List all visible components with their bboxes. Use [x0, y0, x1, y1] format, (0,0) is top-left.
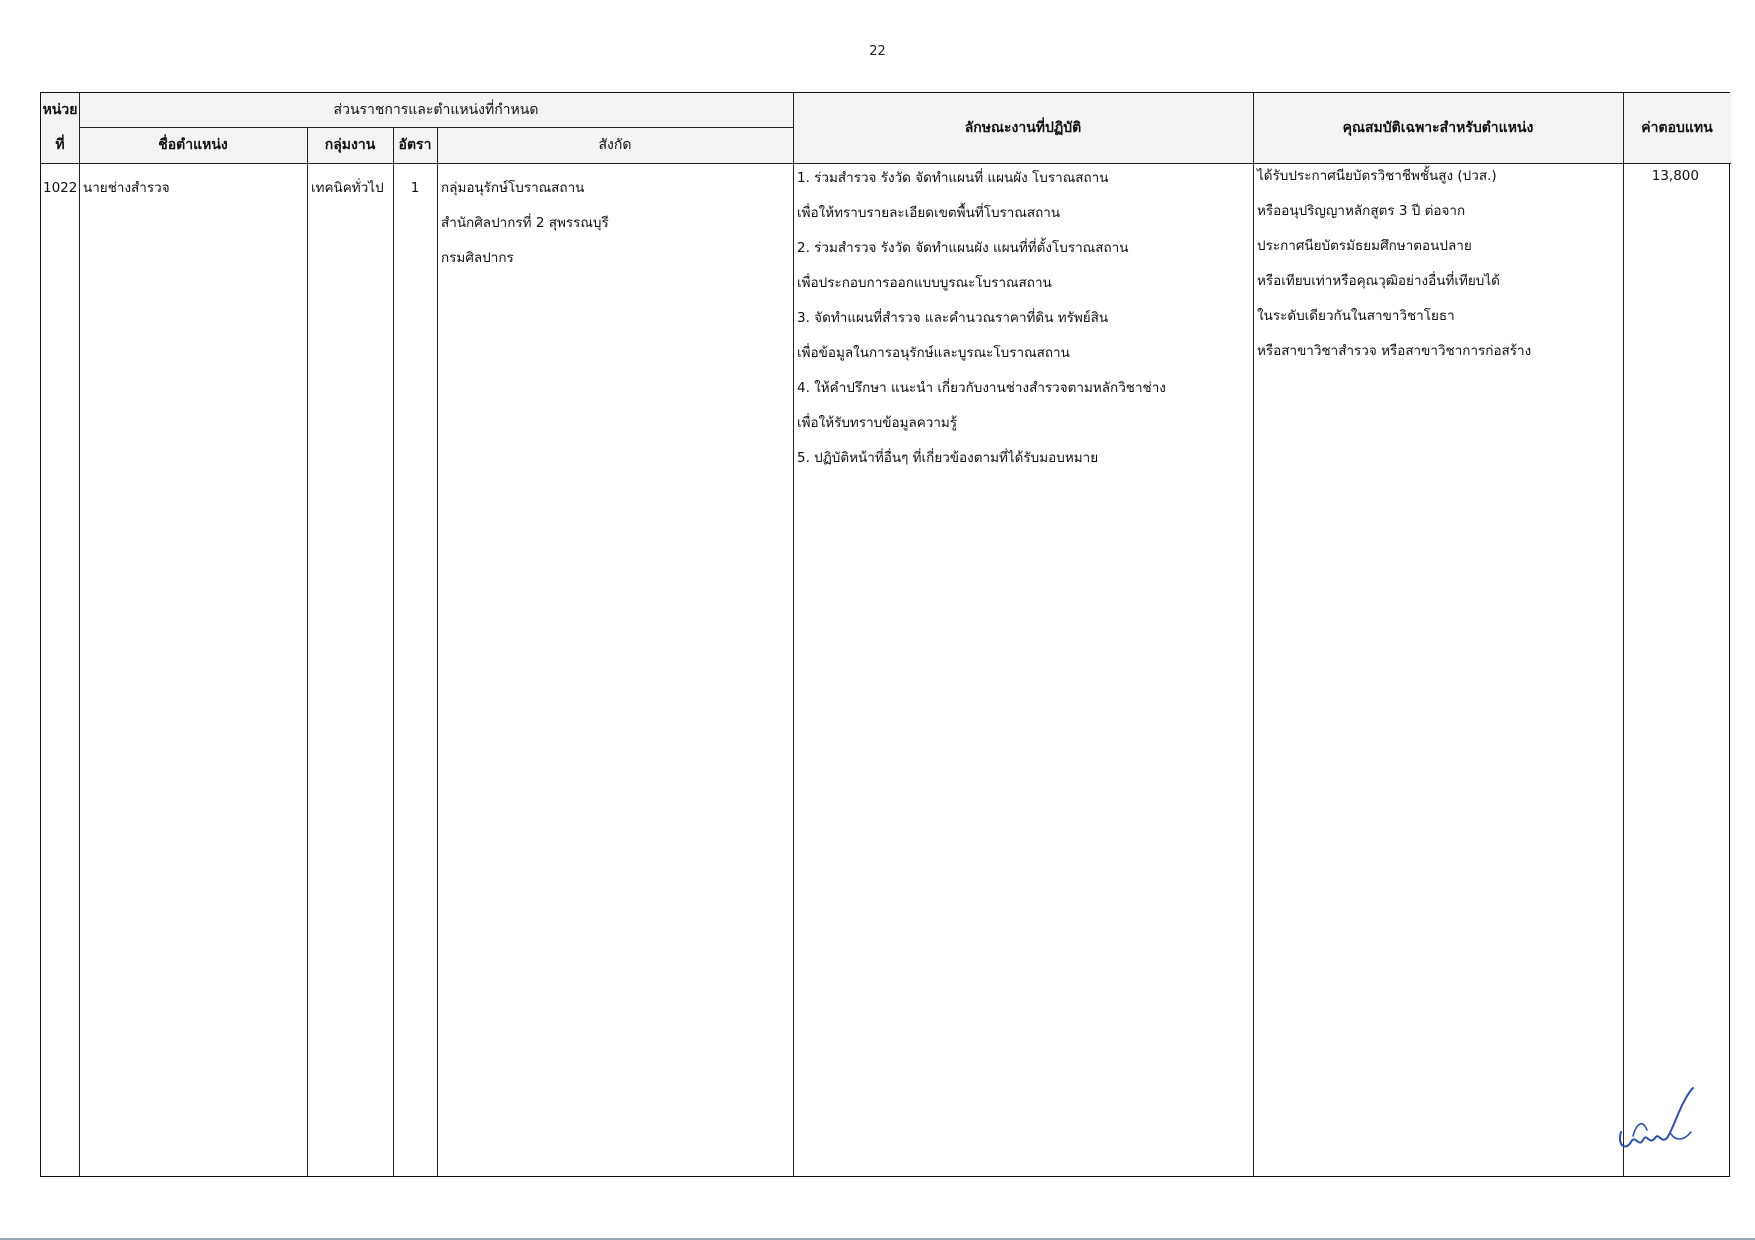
col-divider-7 — [1623, 93, 1624, 1176]
header-compensation: ค่าตอบแทน — [1641, 120, 1713, 136]
header-affiliation: สังกัด — [598, 137, 632, 153]
col-divider-6 — [1253, 93, 1254, 1176]
qualification-line: ในระดับเดียวกันในสาขาวิชาโยธา — [1257, 308, 1455, 324]
job-nature-line: 3. จัดทำแผนที่สำรวจ และคำนวณราคาที่ดิน ทรัพย์สิน — [797, 310, 1109, 326]
cell-unit-no: 1022 — [43, 180, 78, 196]
cell-qualifications — [1257, 159, 1621, 369]
col-divider-1 — [79, 93, 80, 1176]
signature-icon — [1613, 1082, 1699, 1154]
cell-work-group: เทคนิคทั่วไป — [311, 180, 384, 196]
cell-affiliation — [441, 171, 789, 276]
affiliation-line: กรมศิลปากร — [441, 250, 514, 266]
col-divider-2 — [307, 127, 308, 1176]
header-position-name: ชื่อตำแหน่ง — [158, 137, 228, 153]
affiliation-line: กลุ่มอนุรักษ์โบราณสถาน — [441, 180, 585, 196]
header-section-group: ส่วนราชการและตำแหน่งที่กำหนด — [333, 102, 539, 118]
job-nature-line: เพื่อให้ทราบรายละเอียดเขตพื้นที่โบราณสถาน — [797, 205, 1061, 221]
qualification-line: หรืออนุปริญญาหลักสูตร 3 ปี ต่อจาก — [1257, 203, 1466, 219]
header-unit-no-line1: หน่วย — [42, 102, 78, 118]
col-divider-5 — [793, 93, 794, 1176]
qualification-line: ได้รับประกาศนียบัตรวิชาชีพชั้นสูง (ปวส.) — [1257, 168, 1497, 184]
job-nature-line: เพื่อข้อมูลในการอนุรักษ์และบูรณะโบราณสถาน — [797, 345, 1070, 361]
job-nature-line: 2. ร่วมสำรวจ รังวัด จัดทำแผนผัง แผนที่ที่ตั้งโบราณสถาน — [797, 240, 1129, 256]
qualification-line: หรือเทียบเท่าหรือคุณวุฒิอย่างอื่นที่เทียบได้ — [1257, 273, 1500, 289]
header-work-group: กลุ่มงาน — [324, 137, 376, 153]
job-nature-line: เพื่อประกอบการออกแบบบูรณะโบราณสถาน — [797, 275, 1052, 291]
header-qualifications: คุณสมบัติเฉพาะสำหรับตำแหน่ง — [1342, 120, 1534, 136]
job-nature-line: 4. ให้คำปรึกษา แนะนำ เกี่ยวกับงานช่างสำรวจตามหลักวิชาช่าง — [797, 380, 1166, 396]
header-rate: อัตรา — [398, 137, 432, 153]
position-table — [40, 92, 1730, 1177]
header-job-nature: ลักษณะงานที่ปฏิบัติ — [964, 120, 1082, 136]
job-nature-line: เพื่อให้รับทราบข้อมูลความรู้ — [797, 415, 958, 431]
cell-compensation: 13,800 — [1651, 168, 1699, 184]
cell-rate: 1 — [410, 180, 420, 196]
cell-job-nature — [797, 161, 1249, 476]
affiliation-line: สำนักศิลปากรที่ 2 สุพรรณบุรี — [441, 215, 609, 231]
job-nature-line: 5. ปฏิบัติหน้าที่อื่นๆ ที่เกี่ยวข้องตามที่ได้รับมอบหมาย — [797, 450, 1099, 466]
cell-position-name: นายช่างสำรวจ — [83, 180, 170, 196]
job-nature-line: 1. ร่วมสำรวจ รังวัด จัดทำแผนที่ แผนผัง โบราณสถาน — [797, 170, 1109, 186]
page-number: 22 — [869, 44, 886, 59]
header-unit-no-line2: ที่ — [55, 137, 65, 153]
col-divider-3 — [393, 127, 394, 1176]
qualification-line: หรือสาขาวิชาสำรวจ หรือสาขาวิชาการก่อสร้าง — [1257, 343, 1532, 359]
col-divider-4 — [437, 127, 438, 1176]
qualification-line: ประกาศนียบัตรมัธยมศึกษาตอนปลาย — [1257, 238, 1472, 254]
